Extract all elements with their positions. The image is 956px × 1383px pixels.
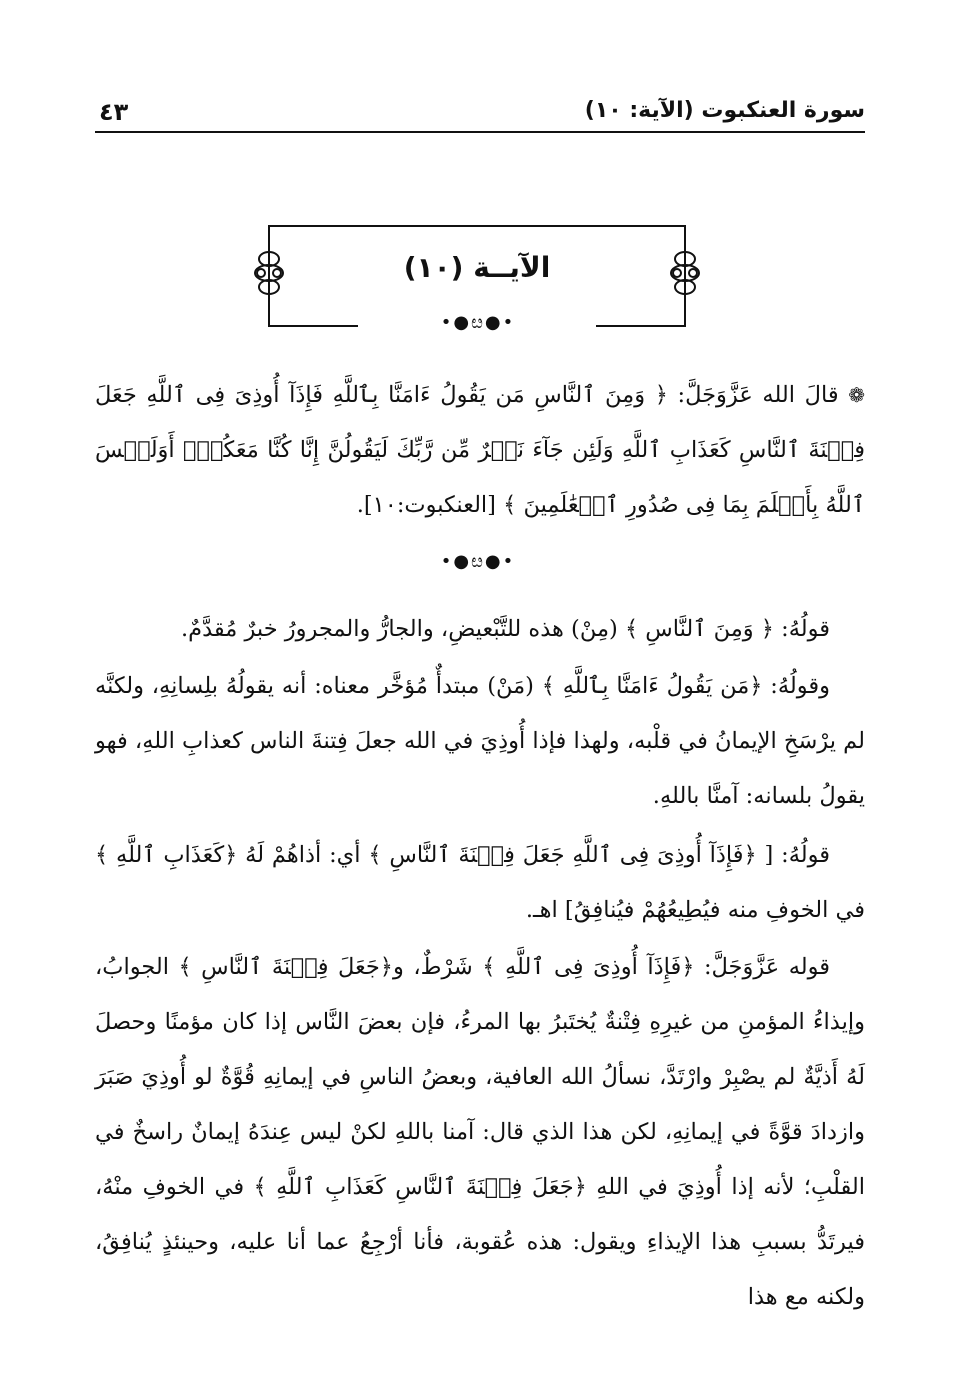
header-rule [95, 131, 865, 133]
flower-marker-icon: ❁ [848, 383, 866, 407]
commentary-paragraph: قولُهُ: [ ﴿فَإِذَآ أُوذِىَ فِى ٱللَّهِ جَعَلَ فِتۡنَةَ ٱلنَّاسِ ﴾ أي: أذاهُمْ لَهُ ﴿كَعَذَابِ ٱللَّهِ ﴾ في الخوفِ منه فيُطِيعُهُمْ فيُنافِقُ] اهـ. [95, 842, 865, 923]
section-title: الآيــة (١٠) [403, 251, 551, 284]
heading-ornament: •●ೞ●• [440, 312, 516, 333]
page-number: ٤٣ [99, 98, 129, 126]
ornament-divider: •●ೞ●• [440, 551, 516, 572]
frame-top-line [268, 225, 686, 227]
page-header [95, 98, 865, 128]
verse-paragraph [95, 368, 865, 533]
verse-text: قالَ الله عَزَّوَجَلَّ: ﴿ وَمِنَ ٱلنَّاسِ مَن يَقُولُ ءَامَنَّا بِٱللَّهِ فَإِذَآ أُوذِىَ فِى ٱللَّهِ جَعَلَ فِتۡنَةَ ٱلنَّاسِ كَعَذَابِ ٱللَّهِ وَلَئِن جَآءَ نَصۡرٌ مِّن رَّبِّكَ لَيَقُولُنَّ إِنَّا كُنَّا مَعَكُمۡۚ أَوَلَيۡسَ ٱللَّهُ بِأَعۡلَمَ بِمَا فِى صُدُورِ ٱلۡعَٰلَمِينَ ﴾ [العنكبوت:١٠]. [95, 382, 865, 518]
running-title: سورة العنكبوت (الآية: ١٠) [584, 98, 865, 123]
commentary-paragraph: قوله عَزَّوَجَلَّ: ﴿فَإِذَآ أُوذِىَ فِى ٱللَّهِ ﴾ شَرْطٌ، و﴿جَعَلَ فِتۡنَةَ ٱلنَّاسِ ﴾ الجوابُ، وإيذاءُ المؤمنِ من غيرِهِ فِتْنةٌ يُختَبرُ بها المرءُ، فإن بعضَ النَّاس إذا كان مؤمنًا وحصلَ لَهُ أَذيَّةٌ لم يصْبِرْ وارْتَدَّ، نسألُ الله العافية، وبعضُ الناسِ في إيمانِهِ قُوَّةٌ لو أُوذِيَ صَبَرَ وازدادَ قوَّةً في إيمانِهِ، لكن هذا الذي قال: آمنا باللهِ لكنْ ليس عِندَهُ إيمانٌ راسخٌ في القلْبِ؛ لأنه إذا أُوذِيَ في اللهِ ﴿جَعَلَ فِتۡنَةَ ٱلنَّاسِ كَعَذَابِ ٱللَّهِ ﴾ في الخوفِ منْهُ، فيرتَدُّ بسببِ هذا الإيذاءِ ويقول: هذه عُقوبة، فأنا أرْجِعُ عما أنا عليه، وحينئذٍ يُنافِقُ، ولكنه مع هذا [95, 954, 865, 1310]
commentary-paragraph: قولُهُ: ﴿ وَمِنَ ٱلنَّاسِ ﴾ (مِنْ) هذه للتَّبْعيضِ، والجارُّ والمجرورُ خبرٌ مُقدَّمٌ. [181, 616, 830, 642]
commentary-paragraph: وقولُهُ: ﴿مَن يَقُولُ ءَامَنَّا بِٱللَّهِ ﴾ (مَنْ) مبتدأٌ مُؤخَّر معناه: أنه يقولُهُ بلِسانِهِ، ولكنَّه لم يرْسَخِ الإيمانُ في قلْبه، ولهذا فإذا أُوذِيَ في الله جعلَ فِتنةَ الناس كعذابِ اللهِ، فهو يقولُ بلسانه: آمنَّا باللهِ. [95, 673, 865, 809]
